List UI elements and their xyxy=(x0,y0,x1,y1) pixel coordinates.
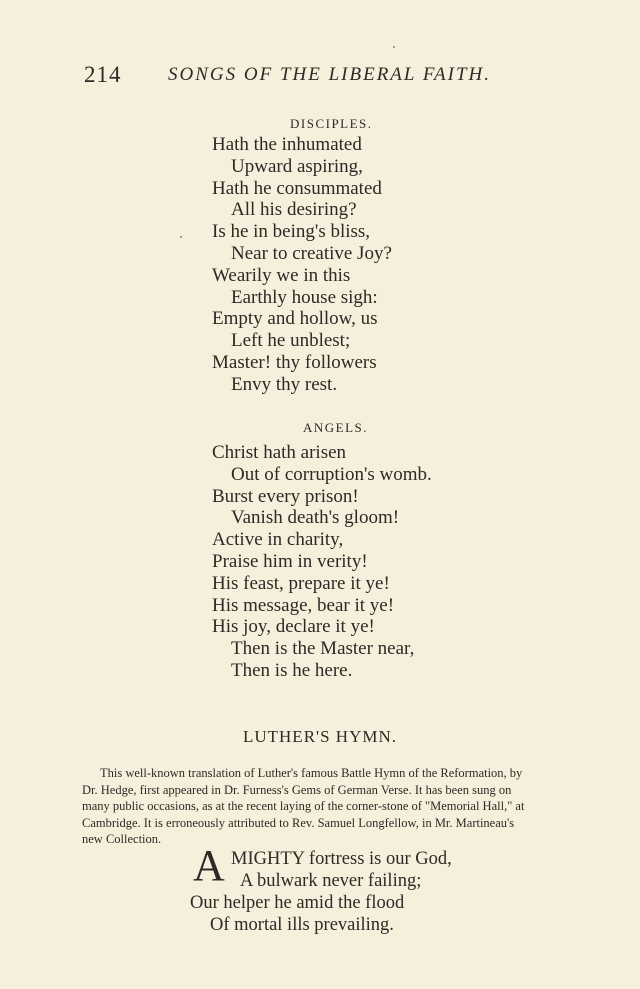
verse-line: All his desiring? xyxy=(231,199,357,221)
verse-line: Earthly house sigh: xyxy=(231,286,378,308)
verse-line: Upward aspiring, xyxy=(231,155,363,177)
verse-line: Burst every prison! xyxy=(212,485,359,507)
running-head xyxy=(84,62,504,90)
page-number: 214 xyxy=(84,62,122,87)
verse-line: Hath he consummated xyxy=(212,177,382,199)
hymn-line: Our helper he amid the flood xyxy=(190,893,405,913)
verse-line: Out of corruption's womb. xyxy=(231,463,432,485)
section-title: LUTHER'S HYMN. xyxy=(242,727,397,746)
verse-line: Left he unblest; xyxy=(231,330,351,352)
verse-line: Then is he here. xyxy=(231,659,353,681)
paper-speck xyxy=(393,46,395,48)
verse-line: Near to creative Joy? xyxy=(231,242,392,264)
luthers-hymn-stanza xyxy=(190,841,590,936)
verse-line: Christ hath arisen xyxy=(212,442,347,463)
verse-line: His message, bear it ye! xyxy=(212,594,395,616)
verse-line: Master! thy followers xyxy=(212,351,377,373)
paper-speck xyxy=(180,236,182,238)
verse-line: Envy thy rest. xyxy=(231,373,338,395)
verse-line: His joy, declare it ye! xyxy=(212,616,375,638)
angels-stanza xyxy=(212,442,552,682)
drop-cap: A xyxy=(193,841,225,890)
disciples-stanza xyxy=(212,134,552,396)
note-line: Cambridge. It is erroneously attributed to Rev. Samuel Longfellow, in Mr. Martineau's xyxy=(82,815,515,830)
verse-line: Wearily we in this xyxy=(212,264,351,286)
verse-line: Active in charity, xyxy=(212,529,344,551)
verse-line: Hath the inhumated xyxy=(212,134,362,155)
note-line: Dr. Hedge, first appeared in Dr. Furness's Gems of German Verse. It has been sung on xyxy=(82,782,512,797)
introductory-note xyxy=(82,765,572,848)
verse-line: Vanish death's gloom! xyxy=(231,507,400,529)
verse-line: Then is the Master near, xyxy=(231,638,415,660)
hymn-line: Of mortal ills prevailing. xyxy=(210,915,394,935)
verse-line: Empty and hollow, us xyxy=(212,308,378,330)
note-line: new Collection. xyxy=(82,832,162,846)
running-title: SONGS OF THE LIBERAL FAITH. xyxy=(168,64,492,85)
hymn-line: A bulwark never failing; xyxy=(240,871,422,891)
speaker-angels: ANGELS. xyxy=(303,420,369,435)
verse-line: His feast, prepare it ye! xyxy=(212,572,390,594)
verse-line: Is he in being's bliss, xyxy=(212,221,371,243)
note-line: This well-known translation of Luther's famous Battle Hymn of the Reformation, by xyxy=(100,766,523,780)
note-line: many public occasions, as at the recent laying of the corner-stone of "Memorial Hall," at xyxy=(82,799,525,813)
speaker-disciples: DISCIPLES. xyxy=(290,116,373,131)
verse-line: Praise him in verity! xyxy=(212,550,368,572)
hymn-first-line: MIGHTY fortress is our God, xyxy=(231,849,452,869)
